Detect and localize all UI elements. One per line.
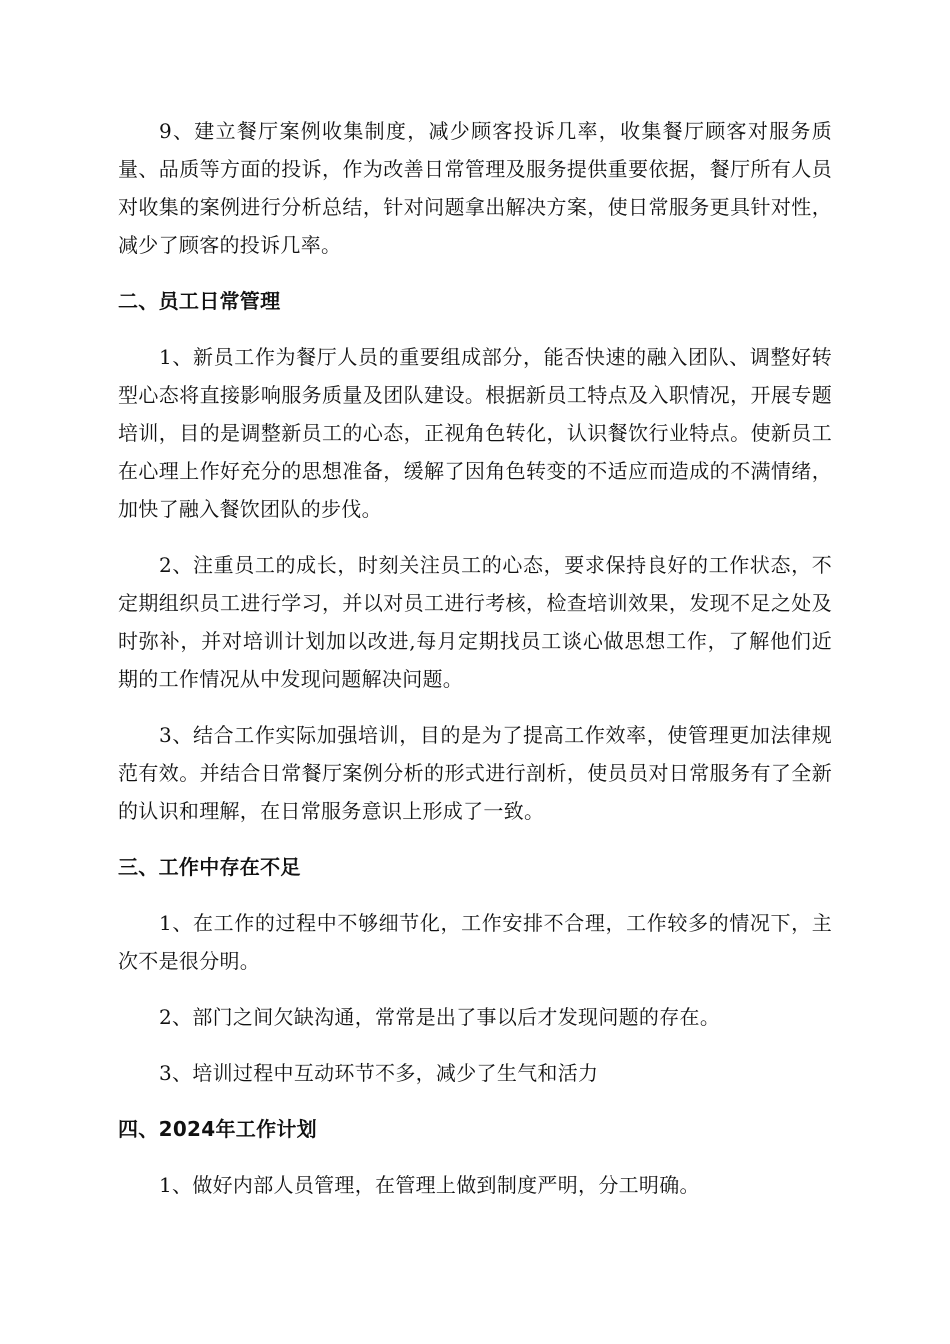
- paragraph-shortcoming-1: 1、在工作的过程中不够细节化，工作安排不合理，工作较多的情况下，主次不是很分明。: [118, 911, 832, 973]
- section-heading-work-plan: 四、2024年工作计划: [118, 1117, 317, 1141]
- paragraph-shortcoming-3: 3、培训过程中互动环节不多，减少了生气和活力: [159, 1061, 599, 1085]
- section-heading-staff-management: 二、员工日常管理: [118, 289, 281, 313]
- paragraph-new-staff: 1、新员工作为餐厅人员的重要组成部分，能否快速的融入团队、调整好转型心态将直接影响服务质量及团队建设。根据新员工特点及入职情况，开展专题培训，目的是调整新员工的心态，正视角色转化，认识餐饮行业特点。使新员工在心理上作好充分的思想准备，缓解了因角色转变的不适应而造成的不满情绪，加快了融入餐饮团队的步伐。: [118, 345, 832, 521]
- document-page: [118, 112, 832, 1222]
- section-heading-shortcomings: 三、工作中存在不足: [118, 855, 301, 879]
- paragraph-shortcoming-2: 2、部门之间欠缺沟通，常常是出了事以后才发现问题的存在。: [159, 1005, 721, 1029]
- paragraph-case-collection: 9、建立餐厅案例收集制度，减少顾客投诉几率，收集餐厅顾客对服务质量、品质等方面的投诉，作为改善日常管理及服务提供重要依据，餐厅所有人员对收集的案例进行分析总结，针对问题拿出解决方案，使日常服务更具针对性，减少了顾客的投诉几率。: [118, 119, 832, 257]
- paragraph-plan-1: 1、做好内部人员管理，在管理上做到制度严明，分工明确。: [159, 1173, 700, 1197]
- paragraph-staff-growth: 2、注重员工的成长，时刻关注员工的心态，要求保持良好的工作状态，不定期组织员工进行学习，并以对员工进行考核，检查培训效果，发现不足之处及时弥补，并对培训计划加以改进,每月定期找员工谈心做思想工作，了解他们近期的工作情况从中发现问题解决问题。: [118, 553, 832, 691]
- paragraph-training: 3、结合工作实际加强培训，目的是为了提高工作效率，使管理更加法律规范有效。并结合日常餐厅案例分析的形式进行剖析，使员员对日常服务有了全新的认识和理解，在日常服务意识上形成了一致。: [118, 723, 832, 823]
